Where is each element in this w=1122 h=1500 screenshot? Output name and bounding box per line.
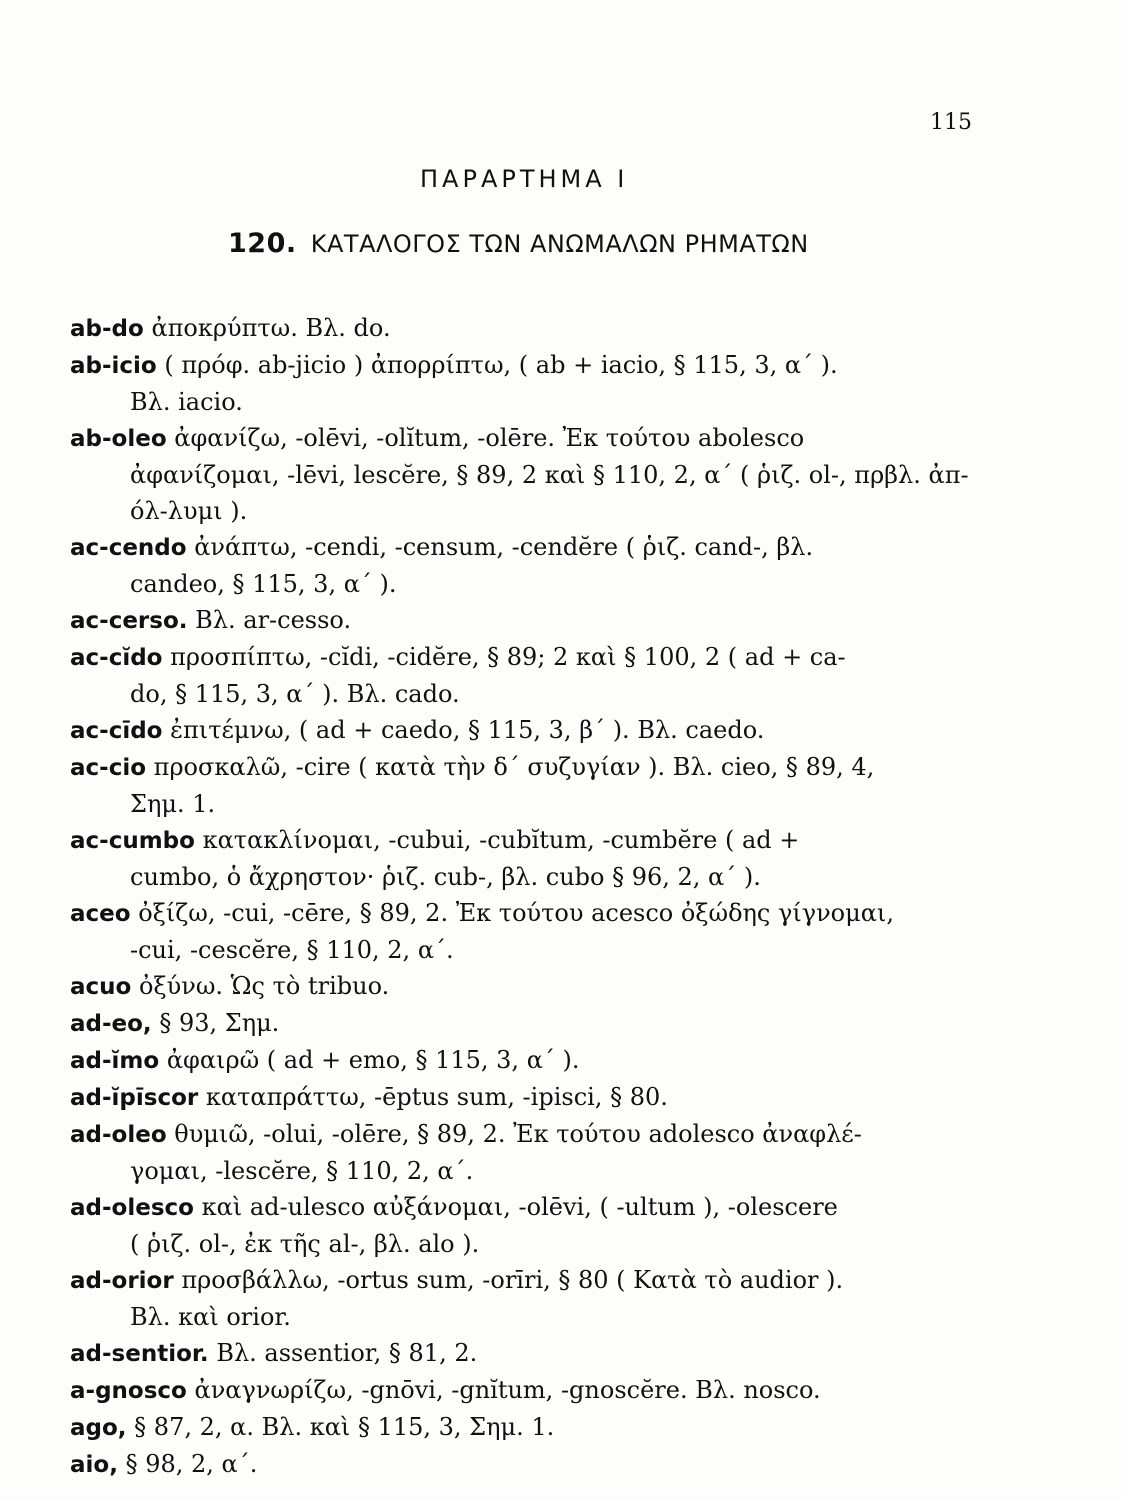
entry-headword: ac-cumbo	[70, 828, 195, 854]
entry-headword: ago,	[70, 1415, 127, 1441]
entry-text: ἐπιτέμνω, ( ad + caedo, § 115, 3, β΄ ). Βλ. caedo.	[170, 716, 765, 744]
entry	[70, 822, 985, 895]
entry-text: § 93, Σημ.	[159, 1009, 280, 1037]
entry-text: § 98, 2, α΄.	[125, 1450, 258, 1478]
entry-headword: ac-cio	[70, 755, 147, 781]
entry-continuation: candeo, § 115, 3, α΄ ).	[130, 570, 397, 598]
entry-headword: aceo	[70, 901, 131, 927]
entry-continuation: ( ῥιζ. ol-, ἐκ τῆς al-, βλ. alo ).	[130, 1230, 480, 1258]
entry-text: θυμιῶ, -olui, -olēre, § 89, 2. Ἐκ τούτου adolesco ἀναφλέ-	[174, 1120, 862, 1148]
entry	[70, 310, 985, 347]
entry-headword: ab-do	[70, 316, 144, 342]
entry	[70, 1262, 985, 1335]
entry-text: ἀποκρύπτω. Βλ. do.	[151, 314, 391, 342]
entry	[70, 1005, 985, 1042]
entry	[70, 968, 985, 1005]
entry	[70, 347, 985, 420]
entry-continuation: -cui, -cescĕre, § 110, 2, α΄.	[130, 936, 454, 964]
entry	[70, 529, 985, 602]
section-title: ΚΑΤΑΛΟΓΟΣ ΤΩΝ ΑΝΩΜΑΛΩΝ ΡΗΜΑΤΩΝ	[310, 230, 809, 258]
entry	[70, 1189, 985, 1262]
entry-headword: ab-oleo	[70, 426, 167, 452]
entry-list	[70, 310, 985, 1483]
entry-continuation: Σημ. 1.	[130, 790, 216, 818]
entry-text: καὶ ad-ulesco αὐξάνομαι, -olēvi, ( -ultum ), -olescere	[201, 1193, 838, 1221]
entry	[70, 639, 985, 712]
entry	[70, 749, 985, 822]
entry-text: § 87, 2, α. Βλ. καὶ § 115, 3, Σημ. 1.	[134, 1413, 555, 1441]
entry	[70, 1446, 985, 1483]
entry-headword: ad-oleo	[70, 1122, 167, 1148]
entry-text: Βλ. assentior, § 81, 2.	[216, 1339, 478, 1367]
entry-continuation: cumbo, ὁ ἄχρηστον· ῥιζ. cub-, βλ. cubo § 96, 2, α΄ ).	[130, 863, 761, 891]
entry-text: προσκαλῶ, -cire ( κατὰ τὴν δ΄ συζυγίαν ). Βλ. cieo, § 89, 4,	[153, 753, 875, 781]
entry-text: ἀναγνωρίζω, -gnōvi, -gnĭtum, -gnoscĕre. Βλ. nosco.	[194, 1376, 821, 1404]
entry	[70, 1042, 985, 1079]
entry	[70, 1335, 985, 1372]
entry	[70, 420, 985, 529]
entry-continuation: do, § 115, 3, α΄ ). Βλ. cado.	[130, 680, 460, 708]
entry-continuation: γομαι, -lescĕre, § 110, 2, α΄.	[130, 1157, 474, 1185]
entry	[70, 602, 985, 639]
entry-text: προσπίπτω, -cĭdi, -cidĕre, § 89; 2 καὶ § 100, 2 ( ad + ca-	[170, 643, 846, 671]
appendix-title: ΠΑΡΑΡΤΗΜΑ Ι	[420, 165, 629, 193]
entry-headword: acuo	[70, 974, 132, 1000]
entry	[70, 1116, 985, 1189]
entry-continuation: Βλ. καὶ orior.	[130, 1303, 291, 1331]
entry-headword: ac-cīdo	[70, 718, 163, 744]
entry-headword: ad-sentior.	[70, 1341, 209, 1367]
entry	[70, 1079, 985, 1116]
entry-headword: aio,	[70, 1452, 118, 1478]
entry-text: ἀνάπτω, -cendi, -censum, -cendĕre ( ῥιζ. cand-, βλ.	[194, 533, 814, 561]
entry	[70, 1372, 985, 1409]
entry-text: προσβάλλω, -ortus sum, -orīri, § 80 ( Κατὰ τὸ audior ).	[181, 1266, 844, 1294]
entry-text: κατακλίνομαι, -cubui, -cubĭtum, -cumbĕre ( ad +	[202, 826, 800, 854]
entry-headword: ac-cerso.	[70, 608, 188, 634]
entry	[70, 712, 985, 749]
entry-headword: ad-eo,	[70, 1011, 152, 1037]
entry-text: ὀξύνω. Ὡς τὸ tribuo.	[138, 972, 390, 1000]
entry-headword: ad-orior	[70, 1268, 174, 1294]
entry-headword: ab-icio	[70, 353, 157, 379]
entry-text: ἀφαιρῶ ( ad + emo, § 115, 3, α΄ ).	[166, 1046, 580, 1074]
entry-text: ὀξίζω, -cui, -cēre, § 89, 2. Ἐκ τούτου acesco ὀξώδης γίγνομαι,	[138, 899, 894, 927]
entry-headword: ad-ĭmo	[70, 1048, 160, 1074]
entry-continuation: Βλ. iacio.	[130, 388, 243, 416]
entry-text: ( πρόφ. ab-jicio ) ἀπορρίπτω, ( ab + iacio, § 115, 3, α΄ ).	[164, 351, 838, 379]
entry-headword: a-gnosco	[70, 1378, 187, 1404]
entry	[70, 895, 985, 968]
entry-headword: ad-olesco	[70, 1195, 194, 1221]
entry	[70, 1409, 985, 1446]
entry-text: καταπράττω, -ēptus sum, -ipisci, § 80.	[205, 1083, 668, 1111]
entry-headword: ac-cĭdo	[70, 645, 163, 671]
entry-headword: ad-ĭpīscor	[70, 1085, 199, 1111]
entry-headword: ac-cendo	[70, 535, 187, 561]
entry-text: Βλ. ar-cesso.	[195, 606, 352, 634]
entry-continuation: ἀφανίζομαι, -lēvi, lescĕre, § 89, 2 καὶ § 110, 2, α΄ ( ῥιζ. ol-, πρβλ. ἀπ-όλ-λυμι ).	[130, 461, 969, 525]
entry-text: ἀφανίζω, -olēvi, -olĭtum, -olēre. Ἐκ τούτου abolesco	[174, 424, 805, 452]
section-heading	[228, 228, 809, 259]
section-number: 120.	[228, 228, 297, 259]
page-number: 115	[930, 110, 972, 135]
